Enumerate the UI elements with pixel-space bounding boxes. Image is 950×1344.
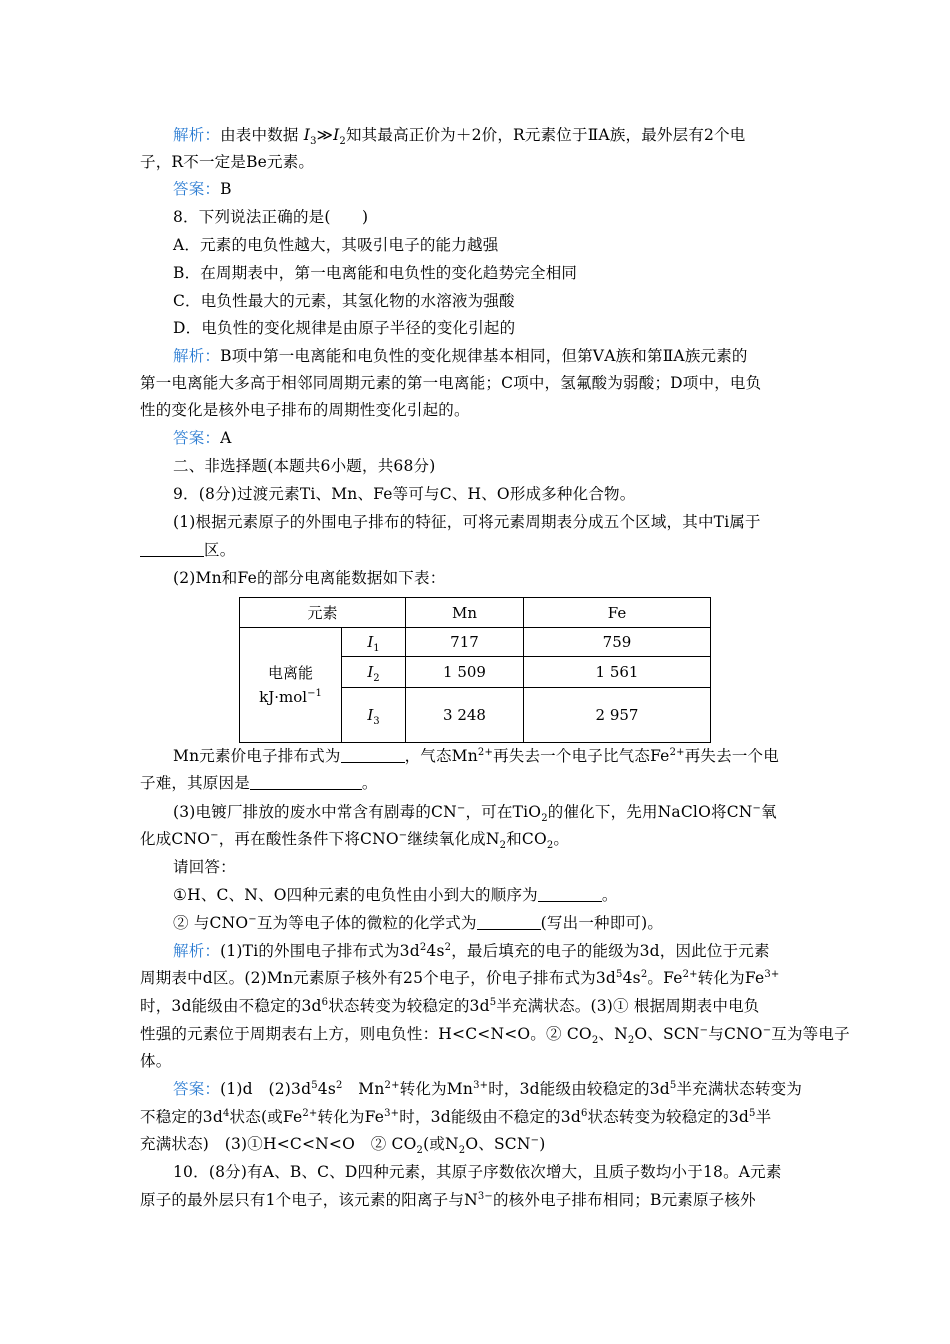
answer-blank[interactable]: [538, 887, 602, 902]
q8-option-d: D．电负性的变化规律是由原子半径的变化引起的: [173, 319, 516, 337]
q8-analysis-line2: 第一电离能大多高于相邻同周期元素的第一电离能；C项中，氢氟酸为弱酸；D项中，电负: [140, 374, 762, 392]
q9-part2-question-line2: 子难，其原因是 。: [140, 774, 378, 792]
q9-analysis-line1: 解析：(1)Ti的外围电子排布式为$3d^24s^2$，最后填充的电子的能级为3d，因此位于元素: [173, 941, 770, 960]
answer-blank[interactable]: [140, 542, 204, 557]
q9-part3-line1: (3)电镀厂排放的废水中常含有剧毒的CN−，可在TiO$_2$的催化下，先用NaClO将CN−氧: [173, 802, 777, 825]
q8-analysis-line3: 性的变化是核外电子排布的周期性变化引起的。: [140, 401, 470, 419]
q9-answer-line1: 答案：(1)d $(2)3d^54s^2$ $Mn^{2+}$转化为$Mn^{3+}$时，3d能级由较稳定的$3d^5$半充满状态转变为: [173, 1079, 803, 1098]
q9-stem: 9．(8分)过渡元素Ti、Mn、Fe等可与C、H、O形成多种化合物。: [173, 485, 636, 503]
q9-analysis-line5: 体。: [140, 1052, 172, 1070]
answer-blank[interactable]: [477, 915, 541, 930]
q9-answer-line3: 充满状态) (3)①H<C<N<O ② $CO_2$(或$N_2O$、SCN−): [140, 1134, 546, 1157]
q9-part1-line2: 区。: [140, 540, 235, 560]
table-cell-mn: 1 509: [406, 657, 524, 688]
table-cell-symbol: $I_1$: [342, 628, 406, 657]
answer-blank[interactable]: [250, 775, 362, 790]
table-cell-symbol: $I_3$: [342, 688, 406, 743]
q8-analysis-line1: 解析：B项中第一电离能和电负性的变化规律基本相同，但第ⅤA族和第ⅡA族元素的: [173, 347, 748, 365]
q9-part2-question-line1: Mn元素价电子排布式为 ，气态$Mn^{2+}$再失去一个电子比气态$Fe^{2+}$再失去一个电: [173, 746, 779, 765]
q7-analysis-line1: 解析：由表中数据 $I_3≫I_2$知其最高正价为＋2价，R元素位于ⅡA族，最外层有2个电: [173, 126, 746, 148]
q8-option-b: B．在周期表中，第一电离能和电负性的变化趋势完全相同: [173, 264, 578, 282]
answer-label: 答案：: [173, 180, 221, 198]
q8-stem: 8．下列说法正确的是( ): [173, 208, 369, 226]
table-header-fe: Fe: [524, 598, 711, 628]
ionization-energy-table: [239, 597, 711, 743]
q9-subq2: ② 与CNO−互为等电子体的微粒的化学式为 (写出一种即可)。: [173, 913, 664, 932]
q10-stem-line2: 原子的最外层只有1个电子，该元素的阳离子与$N^{3-}$的核外电子排布相同；B元素原子核外: [140, 1190, 756, 1209]
q9-analysis-line3: 时，3d能级由不稳定的$3d^6$状态转变为较稳定的$3d^5$半充满状态。(3)① 根据周期表中电负: [140, 996, 760, 1015]
answer-label: 答案：: [173, 1080, 221, 1098]
table-header-mn: Mn: [406, 598, 524, 628]
table-cell-symbol: $I_2$: [342, 657, 406, 688]
section-heading: 二、非选择题(本题共6小题，共68分): [173, 457, 436, 475]
q9-analysis-line2: 周期表中d区。(2)Mn元素原子核外有25个电子，价电子排布式为$3d^54s^2$。$Fe^{2+}$转化为$Fe^{3+}$: [140, 968, 780, 987]
answer-blank[interactable]: [341, 748, 405, 763]
table-cell-fe: 2 957: [524, 688, 711, 743]
analysis-label: 解析：: [173, 942, 221, 960]
q9-analysis-line4: 性强的元素位于周期表右上方，则电负性：H<C<N<O。② $CO_2$、$N_2O$、SCN−与CNO−互为等电子: [140, 1024, 850, 1047]
table-header-element: 元素: [240, 598, 406, 628]
q9-subq1: ①H、C、N、O四种元素的电负性由小到大的顺序为 。: [173, 886, 618, 904]
q10-stem-line1: 10．(8分)有A、B、C、D四种元素，其原子序数依次增大，且质子数均小于18。A元素: [173, 1163, 782, 1181]
table-cell-mn: 3 248: [406, 688, 524, 743]
analysis-label: 解析：: [173, 347, 221, 365]
analysis-label: 解析：: [173, 126, 221, 144]
q9-answer-line2: 不稳定的$3d^4$状态(或$Fe^{2+}$转化为$Fe^{3+}$时，3d能级由不稳定的$3d^6$状态转变为较稳定的$3d^5$半: [140, 1107, 772, 1126]
q9-part3-line2: 化成CNO−，再在酸性条件下将CNO−继续氧化成$N_2$和$CO_2$。: [140, 829, 570, 852]
table-cell-fe: 759: [524, 628, 711, 657]
table-cell-mn: 717: [406, 628, 524, 657]
q7-analysis-line2: 子，R不一定是Be元素。: [140, 153, 315, 171]
table-row-label: 电离能 kJ·mol$^{-1}$: [240, 628, 342, 743]
q8-answer: 答案：A: [173, 429, 232, 447]
q7-answer: 答案：B: [173, 180, 232, 198]
answer-label: 答案：: [173, 429, 221, 447]
q9-part1-line1: (1)根据元素原子的外围电子排布的特征，可将元素周期表分成五个区域，其中Ti属于: [173, 513, 761, 531]
table-cell-fe: 1 561: [524, 657, 711, 688]
q8-option-c: C．电负性最大的元素，其氢化物的水溶液为强酸: [173, 292, 515, 310]
q9-part2: (2)Mn和Fe的部分电离能数据如下表：: [173, 569, 446, 587]
q9-please-answer: 请回答：: [173, 858, 236, 876]
q8-option-a: A．元素的电负性越大，其吸引电子的能力越强: [173, 236, 499, 254]
